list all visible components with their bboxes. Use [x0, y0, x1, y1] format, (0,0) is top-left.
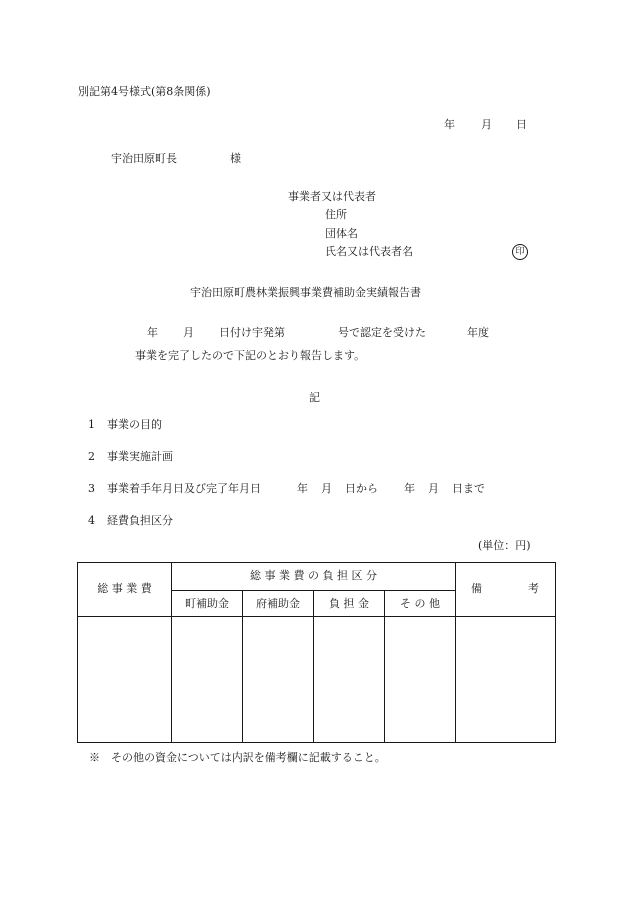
item-1-label: 事業の目的 [107, 418, 162, 431]
period-end-year: 年 [404, 482, 415, 495]
body-fiscal-year-label: 年度 [467, 326, 489, 339]
header-prefecture-subsidy: 府補助金 [256, 597, 300, 610]
date-month-label: 月 [481, 118, 492, 131]
document-title: 宇治田原町農林業振興事業費補助金実績報告書 [190, 286, 421, 299]
header-burden: 負 担 金 [329, 597, 369, 610]
applicant-name-label: 氏名又は代表者名 [325, 245, 413, 258]
item-2-number: 2 [88, 450, 95, 463]
header-cost-breakdown: 総 事 業 費 の 負 担 区 分 [250, 569, 377, 582]
header-remarks-2: 考 [528, 582, 539, 595]
seal-mark: 印 [512, 244, 528, 260]
date-day-label: 日 [516, 118, 527, 131]
item-2-label: 事業実施計画 [107, 450, 173, 463]
period-start-month: 月 [321, 482, 332, 495]
footnote: ※ その他の資金については内訳を備考欄に記載すること。 [89, 751, 386, 764]
applicant-organization-label: 団体名 [325, 227, 358, 240]
period-start-day: 日から [345, 482, 378, 495]
item-4-label: 経費負担区分 [107, 514, 173, 527]
ki-heading: 記 [309, 391, 320, 404]
header-remarks-1: 備 [471, 582, 482, 595]
body-year-label: 年 [147, 326, 158, 339]
item-3-label: 事業着手年月日及び完了年月日 [107, 482, 261, 495]
body-certified-text: 号で認定を受けた [338, 326, 426, 339]
applicant-address-label: 住所 [325, 208, 347, 221]
addressee-honorific: 様 [230, 152, 241, 165]
body-completion-text: 事業を完了したので下記のとおり報告します。 [135, 349, 366, 362]
header-other: そ の 他 [400, 597, 440, 610]
period-end-month: 月 [428, 482, 439, 495]
header-town-subsidy: 町補助金 [185, 597, 229, 610]
period-end-day: 日まで [452, 482, 485, 495]
body-dated-reference: 日付け宇発第 [219, 326, 285, 339]
date-year-label: 年 [444, 118, 455, 131]
item-4-number: 4 [88, 514, 95, 527]
form-reference: 別記第4号様式(第8条関係) [78, 85, 211, 98]
header-total-cost: 総 事 業 費 [97, 582, 152, 595]
item-3-number: 3 [88, 482, 95, 495]
addressee-name: 宇治田原町長 [111, 152, 177, 165]
item-1-number: 1 [88, 418, 95, 431]
unit-label: (単位：円) [478, 539, 531, 552]
body-month-label: 月 [183, 326, 194, 339]
period-start-year: 年 [297, 482, 308, 495]
applicant-heading: 事業者又は代表者 [288, 190, 376, 203]
